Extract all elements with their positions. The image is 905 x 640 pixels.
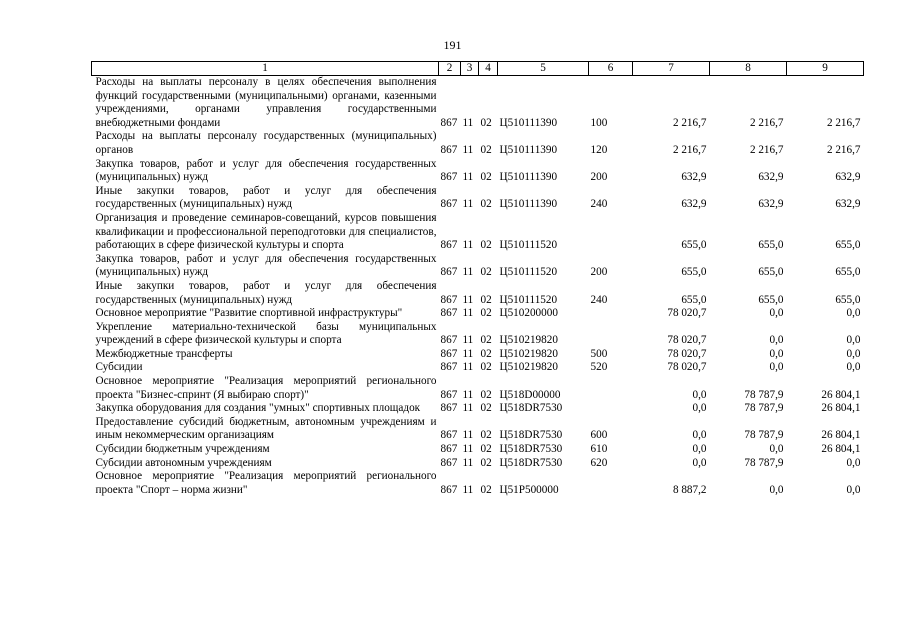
row-subsection-code: 02 xyxy=(480,307,492,320)
row-amount-year2: 0,0 xyxy=(769,361,784,374)
row-amount-year1: 632,9 xyxy=(681,198,707,211)
row-amount-year2: 655,0 xyxy=(758,266,784,279)
row-subsection-code: 02 xyxy=(480,347,492,360)
row-expense-type: 600 xyxy=(590,429,608,442)
row-name: Расходы на выплаты персоналу в целях обеспечения выполнения функций государственными (муниципальными) органами, казенными учреждениями, органами управления государственными внебюджетными фондами xyxy=(95,76,437,129)
row-chapter-code: 867 xyxy=(440,443,458,456)
row-amount-year1: 78 020,7 xyxy=(667,307,707,320)
row-target-article: Ц510111390 xyxy=(499,116,558,129)
row-amount-year1: 0,0 xyxy=(692,443,707,456)
row-amount-year3: 655,0 xyxy=(835,239,861,252)
table-row xyxy=(92,158,864,185)
row-section-code: 11 xyxy=(462,483,474,496)
header-row xyxy=(92,62,864,76)
row-expense-type xyxy=(589,470,633,497)
row-amount-year3: 0,0 xyxy=(846,334,861,347)
row-amount-year1: 0,0 xyxy=(692,388,707,401)
row-chapter-code: 867 xyxy=(440,266,458,279)
row-expense-type: 120 xyxy=(590,143,608,156)
row-expense-type: 100 xyxy=(590,116,608,129)
row-amount-year2: 655,0 xyxy=(758,293,784,306)
row-amount-year3: 632,9 xyxy=(835,171,861,184)
row-amount-year1: 78 020,7 xyxy=(667,347,707,360)
row-section-code: 11 xyxy=(462,456,474,469)
row-amount-year3: 26 804,1 xyxy=(821,429,861,442)
row-target-article: Ц510111390 xyxy=(499,143,558,156)
row-name: Закупка оборудования для создания "умных" спортивных площадок xyxy=(95,402,421,415)
row-chapter-code: 867 xyxy=(440,334,458,347)
row-expense-type: 240 xyxy=(590,293,608,306)
row-target-article: Ц510111390 xyxy=(499,171,558,184)
row-subsection-code: 02 xyxy=(480,334,492,347)
row-amount-year3: 0,0 xyxy=(846,361,861,374)
row-amount-year1: 2 216,7 xyxy=(672,143,707,156)
row-expense-type: 200 xyxy=(590,266,608,279)
row-amount-year1: 655,0 xyxy=(681,293,707,306)
row-subsection-code: 02 xyxy=(480,171,492,184)
row-amount-year3: 26 804,1 xyxy=(821,388,861,401)
row-section-code: 11 xyxy=(462,429,474,442)
row-amount-year3: 632,9 xyxy=(835,198,861,211)
row-amount-year2: 78 787,9 xyxy=(744,456,784,469)
row-amount-year2: 2 216,7 xyxy=(749,143,784,156)
row-target-article: Ц510219820 xyxy=(499,347,558,360)
row-chapter-code: 867 xyxy=(440,429,458,442)
row-section-code: 11 xyxy=(462,143,474,156)
table-row xyxy=(92,457,864,471)
row-expense-type: 500 xyxy=(590,347,608,360)
row-expense-type xyxy=(589,212,633,253)
row-subsection-code: 02 xyxy=(480,198,492,211)
row-section-code: 11 xyxy=(462,293,474,306)
header-cell: 3 xyxy=(461,62,479,76)
row-section-code: 11 xyxy=(462,347,474,360)
row-chapter-code: 867 xyxy=(440,239,458,252)
row-target-article: Ц518DR7530 xyxy=(499,443,563,456)
row-target-article: Ц510219820 xyxy=(499,334,558,347)
row-amount-year3: 2 216,7 xyxy=(826,143,861,156)
row-amount-year3: 2 216,7 xyxy=(826,116,861,129)
row-amount-year1: 0,0 xyxy=(692,402,707,415)
row-amount-year3: 0,0 xyxy=(846,456,861,469)
row-amount-year3: 26 804,1 xyxy=(821,402,861,415)
row-chapter-code: 867 xyxy=(440,307,458,320)
row-chapter-code: 867 xyxy=(440,361,458,374)
row-name: Иные закупки товаров, работ и услуг для обеспечения государственных (муниципальных) нужд xyxy=(95,279,437,306)
row-subsection-code: 02 xyxy=(480,456,492,469)
row-amount-year3: 655,0 xyxy=(835,266,861,279)
row-chapter-code: 867 xyxy=(440,456,458,469)
row-name: Субсидии автономным учреждениям xyxy=(95,456,272,469)
row-amount-year1: 78 020,7 xyxy=(667,361,707,374)
row-subsection-code: 02 xyxy=(480,483,492,496)
row-section-code: 11 xyxy=(462,171,474,184)
row-name: Иные закупки товаров, работ и услуг для обеспечения государственных (муниципальных) нужд xyxy=(95,184,437,211)
row-expense-type xyxy=(589,402,633,416)
table-row xyxy=(92,76,864,131)
row-expense-type xyxy=(589,307,633,321)
row-name: Закупка товаров, работ и услуг для обеспечения государственных (муниципальных) нужд xyxy=(95,157,437,184)
row-name: Основное мероприятие "Реализация мероприятий регионального проекта "Бизнес-спринт (Я выбираю спорт)" xyxy=(95,375,437,401)
row-amount-year2: 78 787,9 xyxy=(744,388,784,401)
row-amount-year3: 655,0 xyxy=(835,293,861,306)
header-cell: 8 xyxy=(710,62,787,76)
row-expense-type: 240 xyxy=(590,198,608,211)
table-row xyxy=(92,253,864,280)
row-target-article: Ц510111520 xyxy=(499,293,558,306)
row-subsection-code: 02 xyxy=(480,388,492,401)
row-name: Межбюджетные трансферты xyxy=(95,347,233,360)
table-row xyxy=(92,185,864,212)
row-subsection-code: 02 xyxy=(480,361,492,374)
row-name: Расходы на выплаты персоналу государственных (муниципальных) органов xyxy=(95,130,437,156)
row-subsection-code: 02 xyxy=(480,429,492,442)
row-amount-year2: 78 787,9 xyxy=(744,402,784,415)
row-section-code: 11 xyxy=(462,402,474,415)
row-amount-year2: 2 216,7 xyxy=(749,116,784,129)
header-cell: 9 xyxy=(787,62,864,76)
row-chapter-code: 867 xyxy=(440,388,458,401)
row-name: Основное мероприятие "Развитие спортивной инфраструктуры" xyxy=(95,307,403,320)
table-row xyxy=(92,307,864,321)
row-expense-type xyxy=(589,375,633,402)
row-amount-year2: 0,0 xyxy=(769,334,784,347)
row-chapter-code: 867 xyxy=(440,198,458,211)
row-amount-year1: 632,9 xyxy=(681,171,707,184)
table-row xyxy=(92,375,864,402)
budget-table xyxy=(91,61,864,497)
row-name: Предоставление субсидий бюджетным, автономным учреждениям и иным некоммерческим организациям xyxy=(95,415,437,442)
row-target-article: Ц510200000 xyxy=(499,307,558,320)
row-target-article: Ц518D00000 xyxy=(499,388,561,401)
row-amount-year3: 0,0 xyxy=(846,347,861,360)
row-name: Субсидии бюджетным учреждениям xyxy=(95,443,270,456)
row-amount-year1: 0,0 xyxy=(692,429,707,442)
row-section-code: 11 xyxy=(462,334,474,347)
page-number: 191 xyxy=(443,38,462,52)
row-name: Субсидии xyxy=(95,361,143,374)
row-chapter-code: 867 xyxy=(440,143,458,156)
row-amount-year2: 632,9 xyxy=(758,171,784,184)
row-target-article: Ц518DR7530 xyxy=(499,402,563,415)
row-subsection-code: 02 xyxy=(480,116,492,129)
row-target-article: Ц510111520 xyxy=(499,239,558,252)
row-section-code: 11 xyxy=(462,388,474,401)
table-row xyxy=(92,470,864,497)
row-section-code: 11 xyxy=(462,198,474,211)
row-section-code: 11 xyxy=(462,443,474,456)
table-row xyxy=(92,212,864,253)
row-chapter-code: 867 xyxy=(440,293,458,306)
row-name: Закупка товаров, работ и услуг для обеспечения государственных (муниципальных) нужд xyxy=(95,252,437,279)
row-section-code: 11 xyxy=(462,116,474,129)
row-amount-year1: 8 887,2 xyxy=(672,483,707,496)
row-target-article: Ц510111390 xyxy=(499,198,558,211)
header-cell: 4 xyxy=(479,62,498,76)
row-chapter-code: 867 xyxy=(440,116,458,129)
row-target-article: Ц51P500000 xyxy=(499,483,559,496)
row-amount-year2: 0,0 xyxy=(769,483,784,496)
row-amount-year1: 0,0 xyxy=(692,456,707,469)
row-chapter-code: 867 xyxy=(440,402,458,415)
row-target-article: Ц518DR7530 xyxy=(499,429,563,442)
row-name: Основное мероприятие "Реализация мероприятий регионального проекта "Спорт – норма жизни" xyxy=(95,470,437,496)
row-subsection-code: 02 xyxy=(480,239,492,252)
header-cell: 5 xyxy=(498,62,589,76)
row-subsection-code: 02 xyxy=(480,266,492,279)
table-row xyxy=(92,348,864,362)
row-section-code: 11 xyxy=(462,239,474,252)
row-expense-type xyxy=(589,321,633,348)
row-target-article: Ц510111520 xyxy=(499,266,558,279)
row-chapter-code: 867 xyxy=(440,483,458,496)
row-amount-year2: 0,0 xyxy=(769,307,784,320)
row-expense-type: 200 xyxy=(590,171,608,184)
row-name: Организация и проведение семинаров-совещаний, курсов повышения квалификации и профессиональной переподготовки для специалистов, работающих в сфере физической культуры и спорта xyxy=(95,211,437,252)
header-cell: 1 xyxy=(92,62,439,76)
row-chapter-code: 867 xyxy=(440,347,458,360)
row-amount-year3: 0,0 xyxy=(846,307,861,320)
row-expense-type: 620 xyxy=(590,456,608,469)
table-row xyxy=(92,443,864,457)
row-amount-year1: 655,0 xyxy=(681,266,707,279)
row-section-code: 11 xyxy=(462,266,474,279)
row-subsection-code: 02 xyxy=(480,443,492,456)
header-cell: 6 xyxy=(589,62,633,76)
row-chapter-code: 867 xyxy=(440,171,458,184)
row-subsection-code: 02 xyxy=(480,402,492,415)
row-amount-year2: 0,0 xyxy=(769,443,784,456)
row-amount-year3: 26 804,1 xyxy=(821,443,861,456)
table-row xyxy=(92,402,864,416)
row-amount-year2: 632,9 xyxy=(758,198,784,211)
table-row xyxy=(92,280,864,307)
table-row xyxy=(92,321,864,348)
row-subsection-code: 02 xyxy=(480,143,492,156)
row-section-code: 11 xyxy=(462,361,474,374)
row-target-article: Ц518DR7530 xyxy=(499,456,563,469)
row-amount-year2: 0,0 xyxy=(769,347,784,360)
row-amount-year2: 78 787,9 xyxy=(744,429,784,442)
header-cell: 2 xyxy=(439,62,461,76)
table-row xyxy=(92,130,864,157)
row-target-article: Ц510219820 xyxy=(499,361,558,374)
header-cell: 7 xyxy=(633,62,710,76)
table-row xyxy=(92,416,864,443)
row-expense-type: 610 xyxy=(590,443,608,456)
row-section-code: 11 xyxy=(462,307,474,320)
row-amount-year1: 655,0 xyxy=(681,239,707,252)
row-subsection-code: 02 xyxy=(480,293,492,306)
row-name: Укрепление материально-технической базы муниципальных учреждений в сфере физической культуры и спорта xyxy=(95,320,437,347)
table-row xyxy=(92,361,864,375)
row-amount-year1: 78 020,7 xyxy=(667,334,707,347)
row-amount-year3: 0,0 xyxy=(846,483,861,496)
row-amount-year2: 655,0 xyxy=(758,239,784,252)
row-amount-year1: 2 216,7 xyxy=(672,116,707,129)
row-expense-type: 520 xyxy=(590,361,608,374)
